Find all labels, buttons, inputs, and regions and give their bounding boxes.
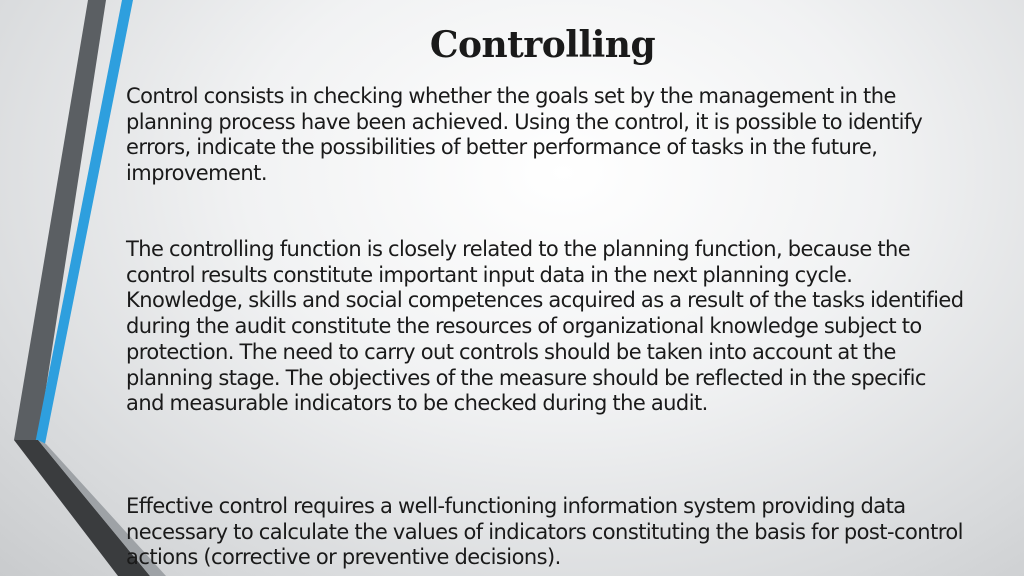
paragraph-information-system: Effective control requires a well-functioning information system providing data necessary to calculate the values of indicators constituting the basis for post-control actions (corrective or preventive decisions).: [126, 494, 963, 570]
paragraph-planning-relation: The controlling function is closely related to the planning function, because the control results constitute important input data in the next planning cycle. Knowledge, skills and social competences acquired as a result of the tasks identified during the audit constitute the resources of organizational knowledge subject to protection. The need to carry out controls should be taken into account at the planning stage. The objectives of the measure should be reflected in the specific and measurable indicators to be checked during the audit.: [126, 237, 964, 416]
gray-stripe: [14, 0, 106, 440]
paragraph-control-definition: Control consists in checking whether the goals set by the management in the planning process have been achieved. Using the control, it is possible to identify errors, indicate the possibilities of better performance of tasks in the future, improvement.: [126, 84, 923, 186]
slide-title: Controlling: [429, 24, 656, 66]
